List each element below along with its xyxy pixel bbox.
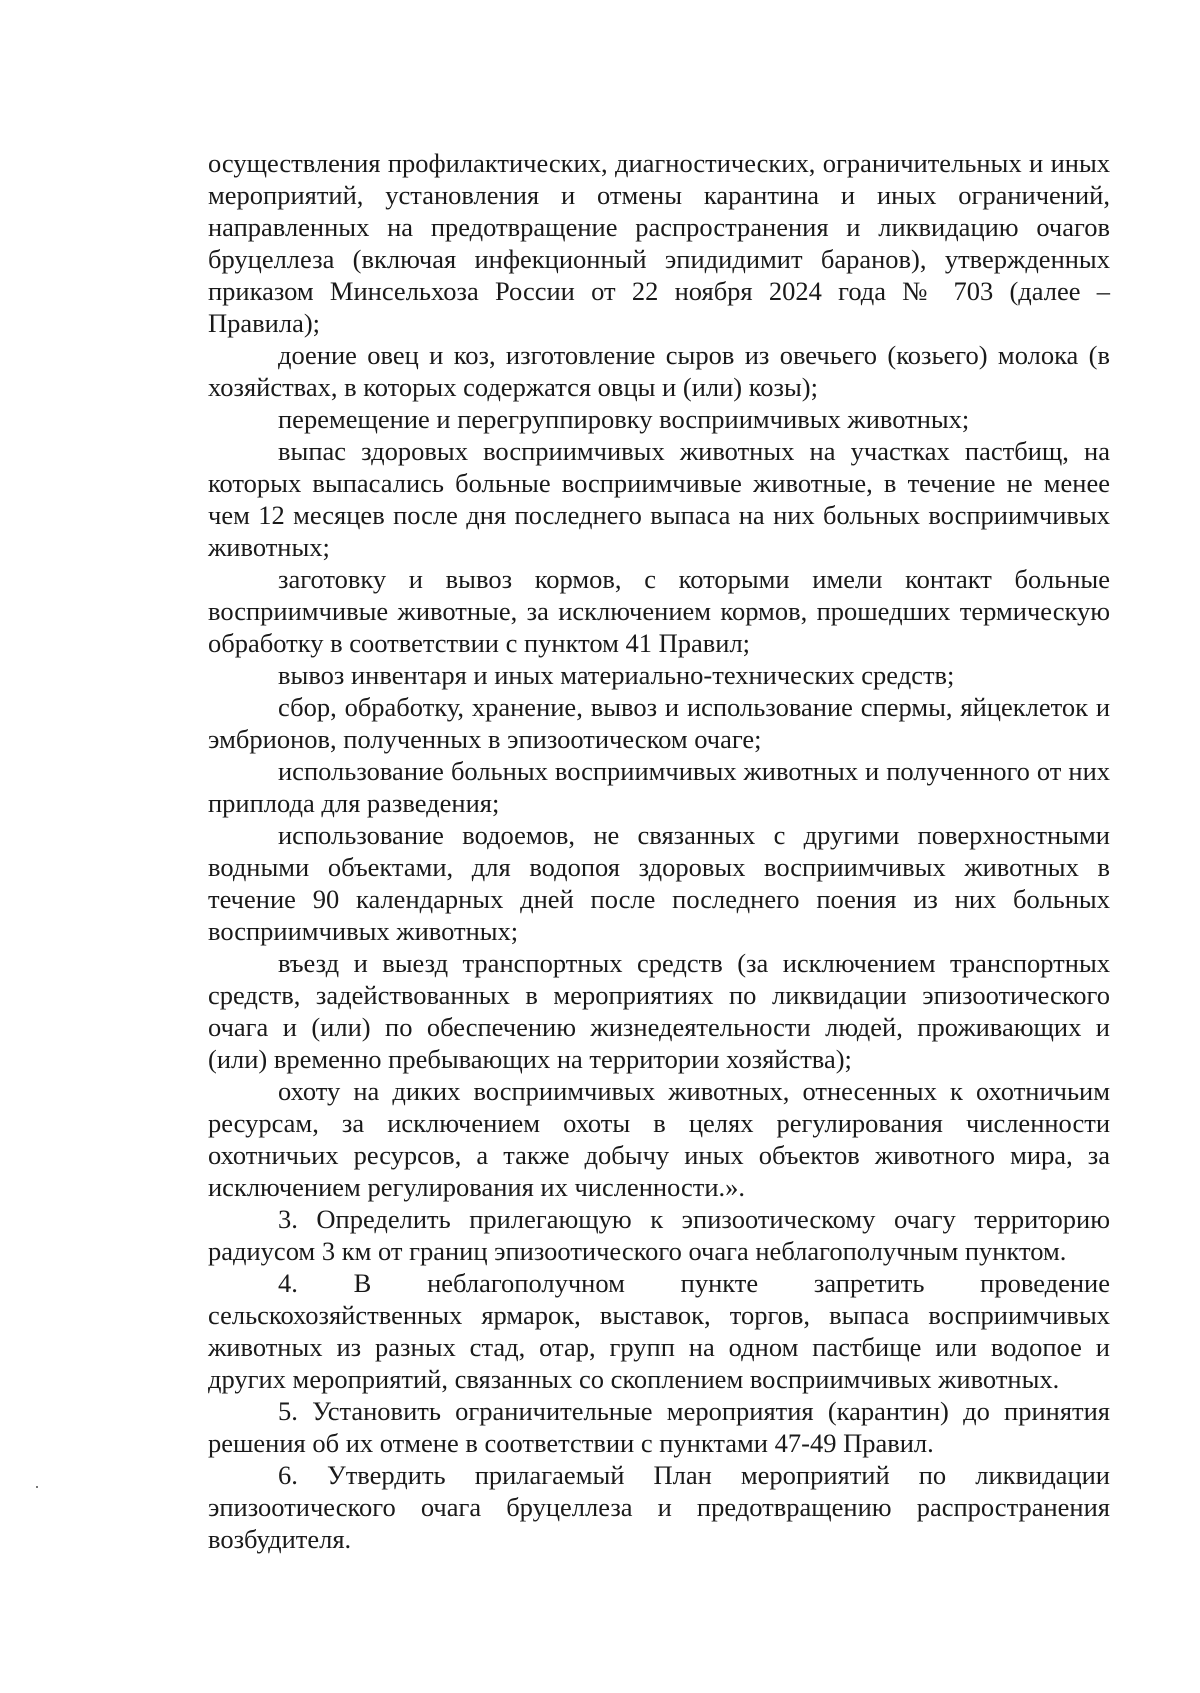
document-body <box>208 147 1110 1555</box>
paragraph-item-6: 6. Утвердить прилагаемый План мероприятий по ликвидации эпизоотического очага бруцеллеза и предотвращению распространения возбудителя. <box>208 1460 1110 1554</box>
paragraph-milking-ban: доение овец и коз, изготовление сыров из овечьего (козьего) молока (в хозяйствах, в которых содержатся овцы и (или) козы); <box>208 340 1110 402</box>
paragraph-hunting: охоту на диких восприимчивых животных, отнесенных к охотничьим ресурсам, за исключением охоты в целях регулирования численности охотничьих ресурсов, а также добычу иных объектов животного мира, за исключением регулирования их численности.». <box>208 1076 1110 1202</box>
paragraph-inventory: вывоз инвентаря и иных материально-технических средств; <box>278 660 955 690</box>
paragraph-vehicles: въезд и выезд транспортных средств (за исключением транспортных средств, задействованных в мероприятиях по ликвидации эпизоотического очага и (или) по обеспечению жизнедеятельности людей, проживающих и (или) временно пребывающих на территории хозяйства); <box>208 948 1110 1074</box>
paragraph-item-5: 5. Установить ограничительные мероприятия (карантин) до принятия решения об их отмене в соответствии с пунктами 47-49 Правил. <box>208 1396 1110 1458</box>
paragraph-feed: заготовку и вывоз кормов, с которыми имели контакт больные восприимчивые животные, за исключением кормов, прошедших термическую обработку в соответствии с пунктом 41 Правил; <box>208 564 1110 658</box>
paragraph-item-4: 4. В неблагополучном пункте запретить проведение сельскохозяйственных ярмарок, выставок, торгов, выпаса восприимчивых животных из разных стад, отар, групп на одном пастбище или водопое и других мероприятий, связанных со скоплением восприимчивых животных. <box>208 1268 1110 1394</box>
paragraph-breeding: использование больных восприимчивых животных и полученного от них приплода для разведения; <box>208 756 1110 818</box>
paragraph-water-bodies: использование водоемов, не связанных с другими поверхностными водными объектами, для водопоя здоровых восприимчивых животных в течение 90 календарных дней после последнего поения из них больных восприимчивых животных; <box>208 820 1110 946</box>
paragraph-grazing: выпас здоровых восприимчивых животных на участках пастбищ, на которых выпасались больные восприимчивые животные, в течение не менее чем 12 месяцев после дня последнего выпаса на них больных восприимчивых животных; <box>208 436 1110 562</box>
paragraph-animal-movement: перемещение и перегруппировку восприимчивых животных; <box>278 404 970 434</box>
scan-speck <box>36 1486 38 1488</box>
paragraph-item-3: 3. Определить прилегающую к эпизоотическому очагу территорию радиусом 3 км от границ эпизоотического очага неблагополучным пунктом. <box>208 1204 1110 1266</box>
paragraph-sperm-embryos: сбор, обработку, хранение, вывоз и использование спермы, яйцеклеток и эмбрионов, полученных в эпизоотическом очаге; <box>208 692 1110 754</box>
paragraph-continuation: осуществления профилактических, диагностических, ограничительных и иных мероприятий, установления и отмены карантина и иных ограничений, направленных на предотвращение распространения и ликвидацию очагов бруцеллеза (включая инфекционный эпидидимит баранов), утвержденных приказом Минсельхоза России от 22 ноября 2024 года № 703 (далее – Правила); <box>208 148 1110 338</box>
